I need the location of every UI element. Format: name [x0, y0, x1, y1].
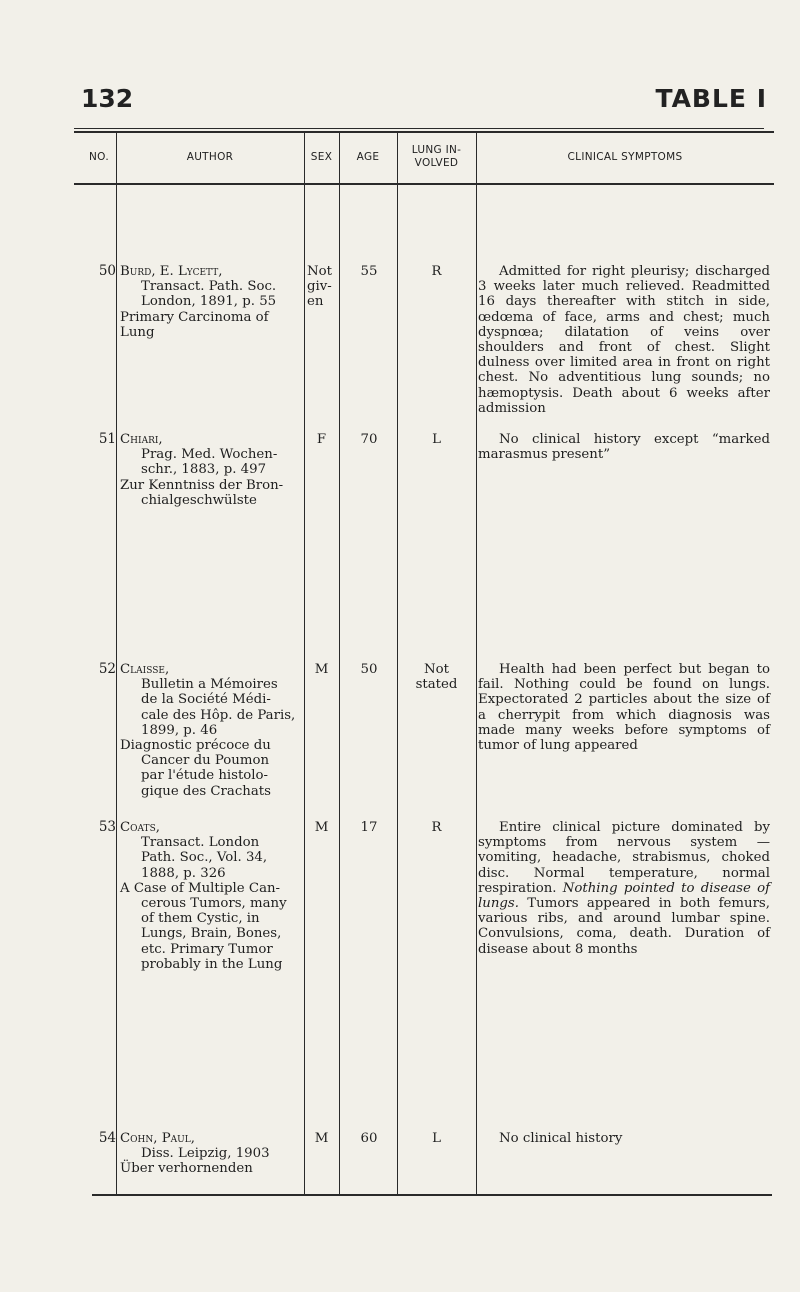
- col-header-lung: LUNG IN- VOLVED: [411, 144, 462, 169]
- clinical-text: No clinical history: [499, 1131, 623, 1146]
- clinical-cell: [478, 820, 770, 957]
- sex-cell: M: [314, 820, 329, 835]
- author-line: Diagnostic précoce du: [120, 738, 271, 754]
- row-number: 52: [98, 661, 116, 677]
- clinical-cell: [478, 264, 770, 416]
- author-line: probably in the Lung: [141, 956, 283, 972]
- author-line: Prag. Med. Wochen-: [141, 447, 278, 463]
- author-line: de la Société Médi-: [141, 692, 271, 708]
- row-number: 54: [98, 1130, 116, 1146]
- author-line: Transact. Path. Soc.: [141, 279, 277, 295]
- table-top-rule-thin: [74, 128, 764, 129]
- author-line: London, 1891, p. 55: [141, 294, 277, 310]
- clinical-text-part: Tumors appeared in both femurs, various ribs, and around lumbar spine. Convulsions, coma, death. Duration of disease about 8 months: [478, 896, 770, 957]
- author-line: Lung: [120, 324, 155, 340]
- col-header-age: AGE: [356, 151, 380, 163]
- age-cell: 55: [360, 264, 378, 279]
- lung-cell: L: [432, 1131, 441, 1146]
- col-header-sex: SEX: [310, 151, 333, 163]
- page-title: TABLE I: [655, 84, 767, 113]
- author-cell: [120, 820, 306, 972]
- age-cell: 50: [360, 662, 378, 677]
- clinical-text: [478, 820, 770, 957]
- sex-cell: Not giv- en: [307, 264, 332, 310]
- age-cell: 17: [360, 820, 378, 835]
- author-line: A Case of Multiple Can-: [120, 880, 281, 896]
- author-line: par l'étude histolo-: [141, 768, 269, 784]
- clinical-text: Health had been perfect but began to fail. Nothing could be found on lungs. Expectorated 2 particles about the size of a cherrypit from which diagnosis was made many weeks before symptoms of tumor of lung appeared: [478, 662, 770, 754]
- author-line: Transact. London: [141, 835, 260, 851]
- clinical-cell: [478, 1131, 770, 1146]
- author-line: 1899, p. 46: [141, 722, 218, 738]
- row-number: 53: [98, 819, 116, 835]
- age-cell: 70: [360, 432, 378, 447]
- author-line: Bulletin a Mémoires: [141, 677, 278, 693]
- page-header: [0, 84, 800, 124]
- table-bottom-rule: [92, 1194, 772, 1196]
- col-header-no: NO.: [89, 151, 109, 163]
- page-number: 132: [81, 84, 134, 113]
- sex-cell: M: [314, 1131, 329, 1146]
- author-line: of them Cystic, in: [141, 911, 260, 927]
- author-line: gique des Crachats: [141, 783, 271, 799]
- author-line: Über verhornenden: [120, 1161, 253, 1177]
- author-cell: [120, 264, 306, 340]
- author-name: Burd, E. Lycett,: [120, 264, 223, 279]
- author-cell: [120, 432, 306, 508]
- sex-cell: F: [316, 432, 327, 447]
- author-line: etc. Primary Tumor: [141, 941, 273, 957]
- lung-cell: L: [432, 432, 441, 447]
- age-cell: 60: [360, 1131, 378, 1146]
- author-line: Lungs, Brain, Bones,: [141, 926, 282, 942]
- row-number: 50: [98, 263, 116, 279]
- clinical-text-emphasis: Nothing pointed to disease of lungs.: [478, 880, 770, 912]
- col-header-clinical: CLINICAL SYMPTOMS: [567, 151, 683, 163]
- clinical-text-part: Entire clinical picture dominated by symptoms from nervous system — vomiting, headache, strabismus, choked disc. Normal temperature, normal respiration.: [478, 820, 770, 896]
- col-divider-5: [476, 133, 477, 1194]
- header-bottom-rule: [74, 183, 774, 185]
- author-line: 1888, p. 326: [141, 865, 226, 881]
- author-name: Claisse,: [120, 662, 170, 677]
- row-number: 51: [98, 431, 116, 447]
- clinical-text: Admitted for right pleurisy; discharged 3 weeks later much relieved. Readmitted 16 days thereafter with stitch in side, œdœma of face, arms and chest; much dyspnœa; dilatation of veins over shoulders and front of chest. Slight dulness over limited area in front on right chest. No adventitious lung sounds; no hæmoptysis. Death about 6 weeks after admission: [478, 264, 770, 416]
- clinical-text: No clinical history except “marked marasmus present”: [478, 432, 770, 463]
- author-line: Primary Carcinoma of: [120, 309, 269, 325]
- clinical-cell: [478, 662, 770, 753]
- author-line: chialgeschwülste: [141, 492, 257, 508]
- table-top-rule: [74, 131, 774, 133]
- author-cell: [120, 662, 306, 799]
- lung-cell: Not stated: [415, 662, 458, 693]
- author-line: cale des Hôp. de Paris,: [141, 707, 296, 723]
- author-line: Cancer du Poumon: [141, 753, 270, 769]
- clinical-cell: [478, 432, 770, 462]
- author-line: schr., 1883, p. 497: [141, 462, 267, 478]
- author-line: cerous Tumors, many: [141, 896, 287, 912]
- author-line: Diss. Leipzig, 1903: [141, 1146, 270, 1162]
- col-divider-1: [116, 133, 117, 1194]
- author-name: Chiari,: [120, 432, 163, 447]
- lung-cell: R: [431, 264, 442, 279]
- author-line: Path. Soc., Vol. 34,: [141, 850, 268, 866]
- author-name: Cohn, Paul,: [120, 1131, 195, 1146]
- col-header-author: AUTHOR: [186, 151, 234, 163]
- author-name: Coats,: [120, 820, 160, 835]
- lung-cell: R: [431, 820, 442, 835]
- author-cell: [120, 1131, 306, 1177]
- sex-cell: M: [314, 662, 329, 677]
- author-line: Zur Kenntniss der Bron-: [120, 477, 284, 493]
